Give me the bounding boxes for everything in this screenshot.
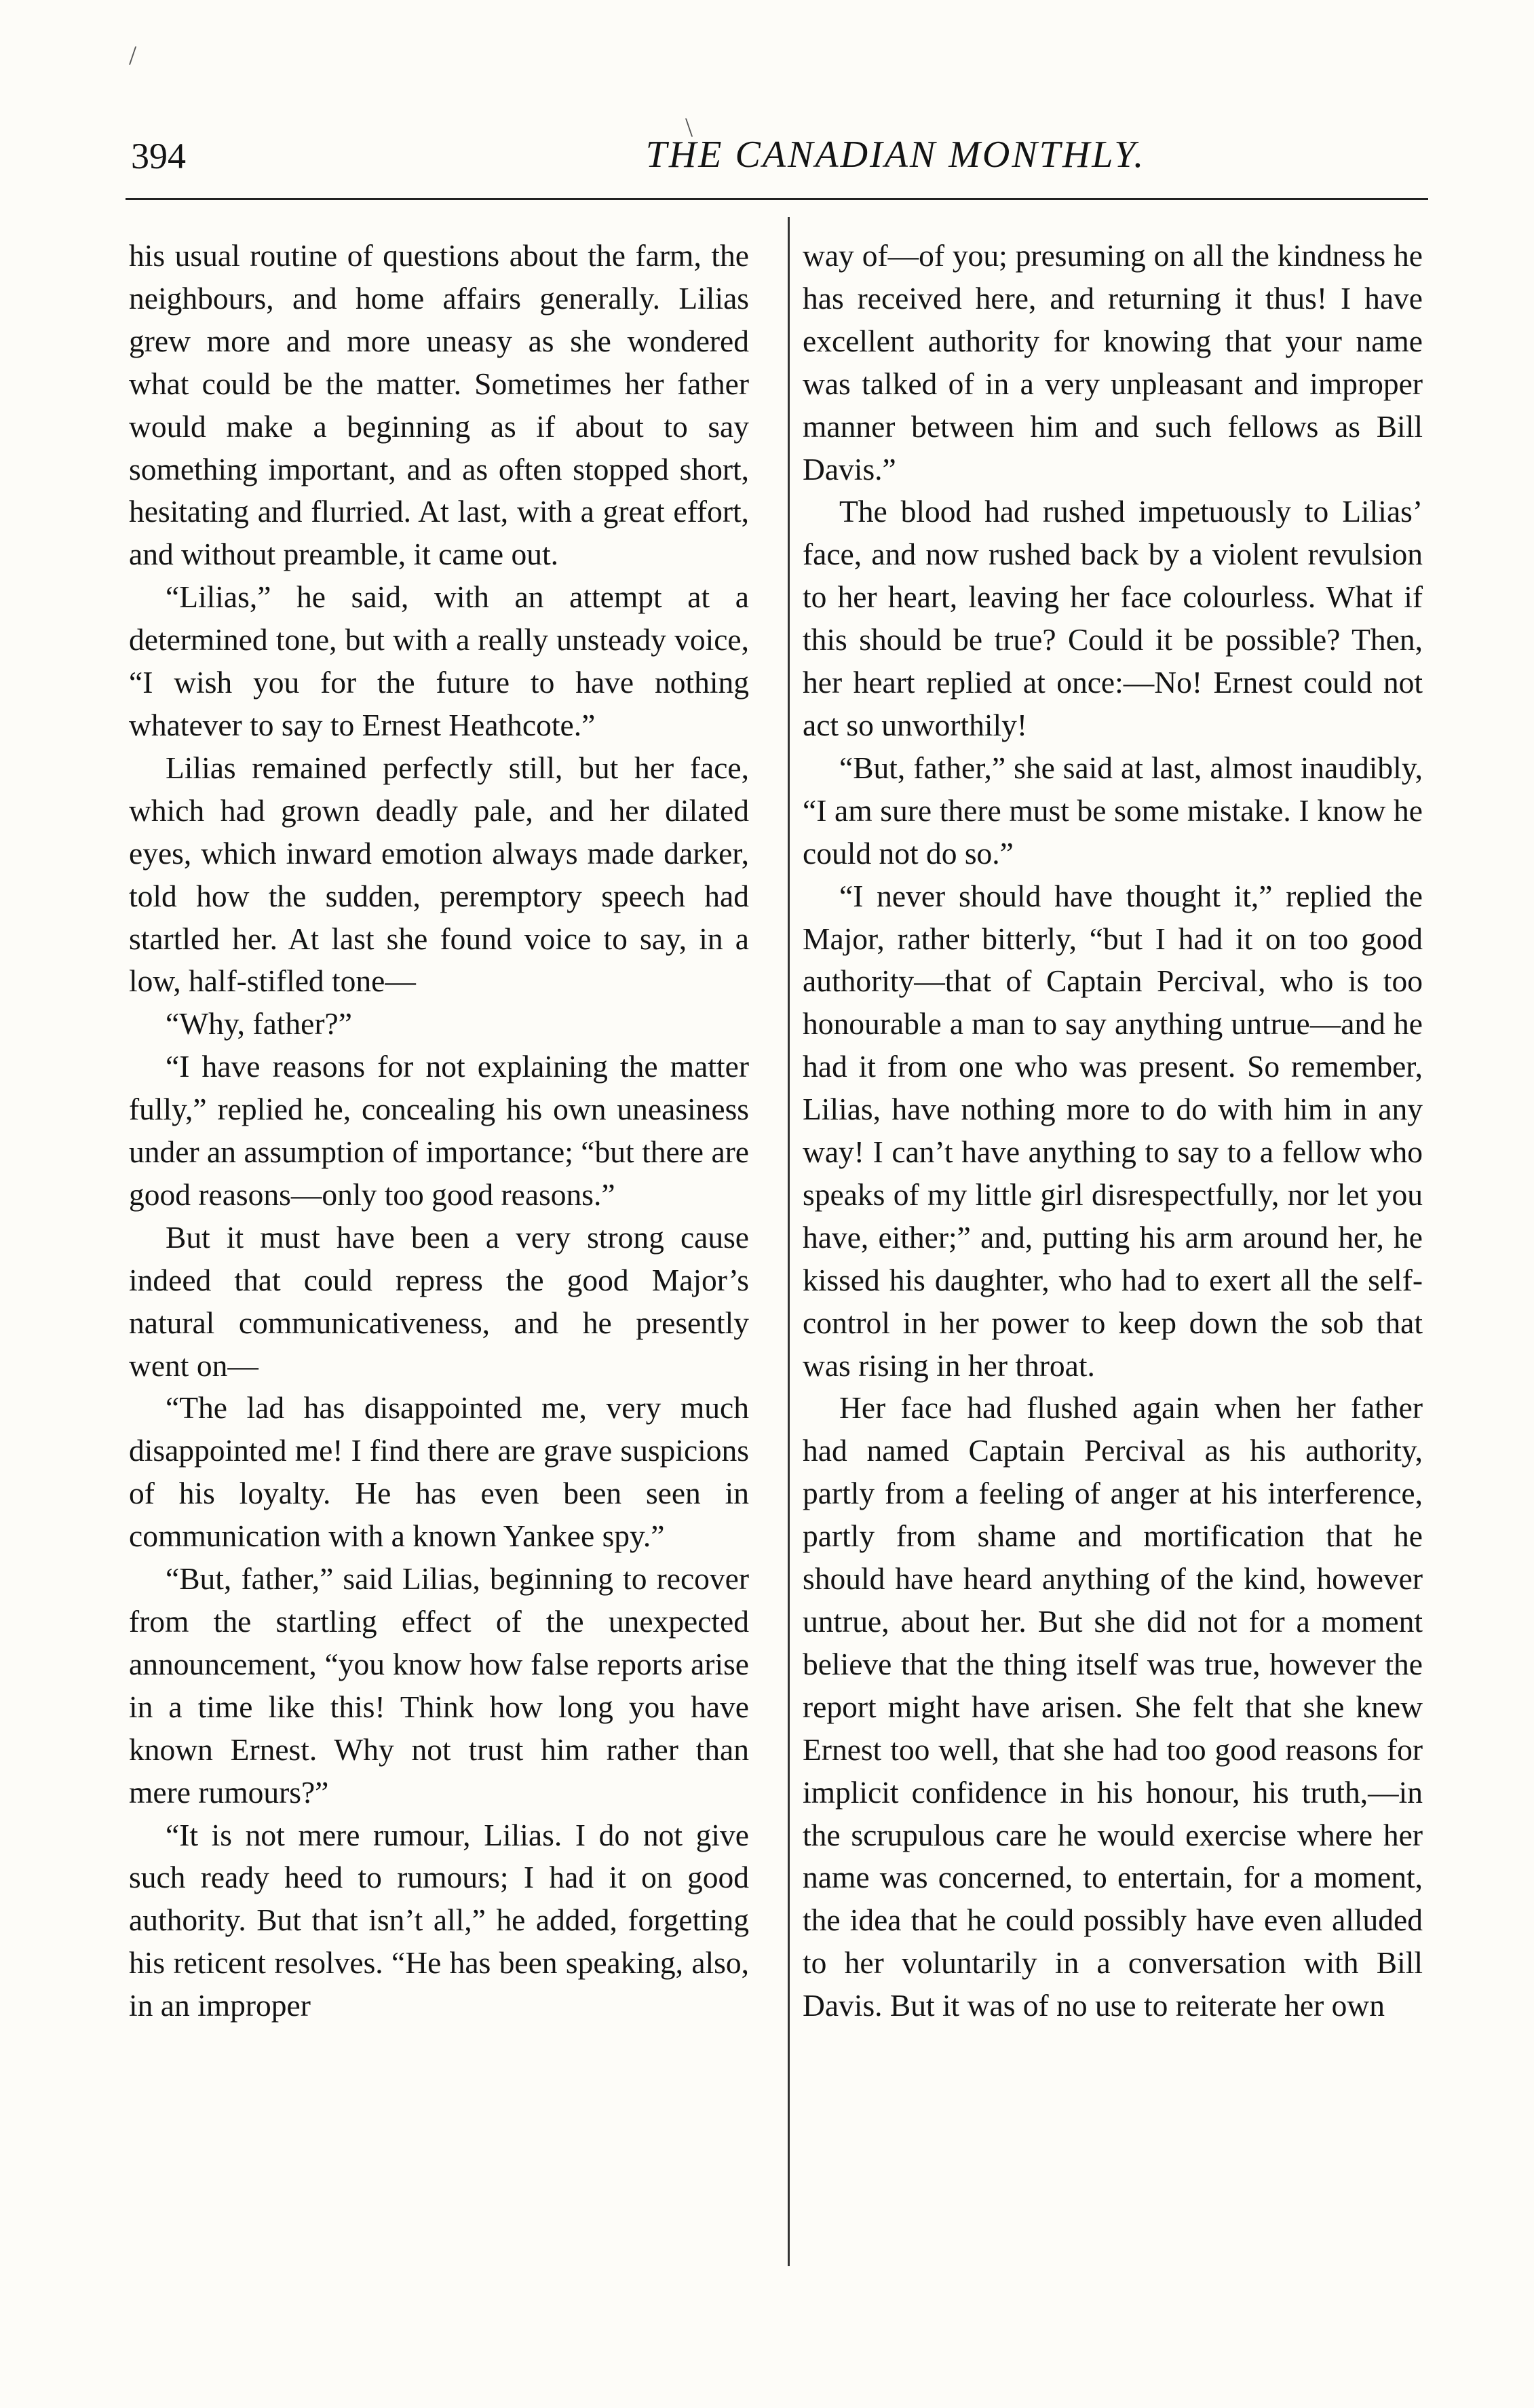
paragraph: The blood had rushed impetuously to Lilias’ face, and now rushed back by a violent revulsion to her heart, leaving her face colourless. What if this should be true? Could it be possible? Then, her heart replied at once:—No! Ernest could not act so unworthily! [803, 494, 1423, 742]
running-title: THE CANADIAN MONTHLY. [645, 134, 1146, 176]
paragraph: Her face had flushed again when her father had named Captain Percival as his authority, partly from a feeling of anger at his interference, partly from shame and mortification that he should have heard anything of the kind, however untrue, about her. But she did not for a moment believe that the thing itself was true, however the report might have arisen. She felt that she knew Ernest too well, that she had too good reasons for implicit confidence in his honour, his truth,—in the scrupulous care he would exercise where her name was concerned, to entertain, for a moment, the idea that he could possibly have even alluded to her voluntarily in a conversation with Bill Davis. But it was of no use to reiterate her own [803, 1390, 1423, 2023]
paragraph: “But, father,” said Lilias, beginning to recover from the startling effect of the unexpected announcement, “you know how false reports arise in a time like this! Think how long you have known Ernest. Why not trust him rather than mere rumours?” [129, 1561, 749, 1810]
paragraph: “The lad has disappointed me, very much disappointed me! I find there are grave suspicions of his loyalty. He has even been seen in communication with a known Yankee spy.” [129, 1390, 749, 1554]
paragraph: “But, father,” she said at last, almost inaudibly, “I am sure there must be some mistake. I know he could not do so.” [803, 750, 1423, 871]
right-column [803, 235, 1423, 2027]
paragraph: way of—of you; presuming on all the kindness he has received here, and returning it thus! I have excellent authority for knowing that your name was talked of in a very unpleasant and improper manner between him and such fellows as Bill Davis.” [803, 238, 1423, 486]
paragraph: “I never should have thought it,” replied the Major, rather bitterly, “but I had it on too good authority—that of Captain Percival, who is too honourable a man to say anything untrue—and he had it from one who was present. So remember, Lilias, have nothing more to do with him in any way! I can’t have anything to say to a fellow who speaks of my little girl disrespectfully, nor let you have, either;” and, putting his arm around her, he kissed his daughter, who had to exert all the self-control in her power to keep down the sob that was rising in her throat. [803, 878, 1423, 1383]
margin-mark: \ [685, 112, 693, 142]
paragraph: his usual routine of questions about the farm, the neighbours, and home affairs generally. Lilias grew more and more uneasy as she wondered what could be the matter. Sometimes her father would make a beginning as if about to say something important, and as often stopped short, hesitating and flurried. At last, with a great effort, and without preamble, it came out. [129, 238, 749, 572]
paragraph: Lilias remained perfectly still, but her face, which had grown deadly pale, and her dilated eyes, which inward emotion always made darker, told how the sudden, peremptory speech had startled her. At last she found voice to say, in a low, half-stifled tone— [129, 750, 749, 999]
paragraph: But it must have been a very strong cause indeed that could repress the good Major’s natural communicativeness, and he presently went on— [129, 1219, 749, 1383]
margin-mark: / [129, 40, 137, 71]
paragraph: “Lilias,” he said, with an attempt at a determined tone, but with a really unsteady voice, “I wish you for the future to have nothing whatever to say to Ernest Heathcote.” [129, 579, 749, 742]
page-number: 394 [131, 136, 186, 176]
paragraph: “I have reasons for not explaining the matter fully,” replied he, concealing his own uneasiness under an assumption of importance; “but there are good reasons—only too good reasons.” [129, 1049, 749, 1212]
left-column [129, 235, 749, 2027]
paragraph: “It is not mere rumour, Lilias. I do not give such ready heed to rumours; I had it on good authority. But that isn’t all,” he added, forgetting his reticent resolves. “He has been speaking, also, in an improper [129, 1817, 749, 2023]
column-divider [788, 217, 790, 2266]
header-rule [126, 198, 1428, 200]
paragraph: “Why, father?” [166, 1006, 352, 1041]
